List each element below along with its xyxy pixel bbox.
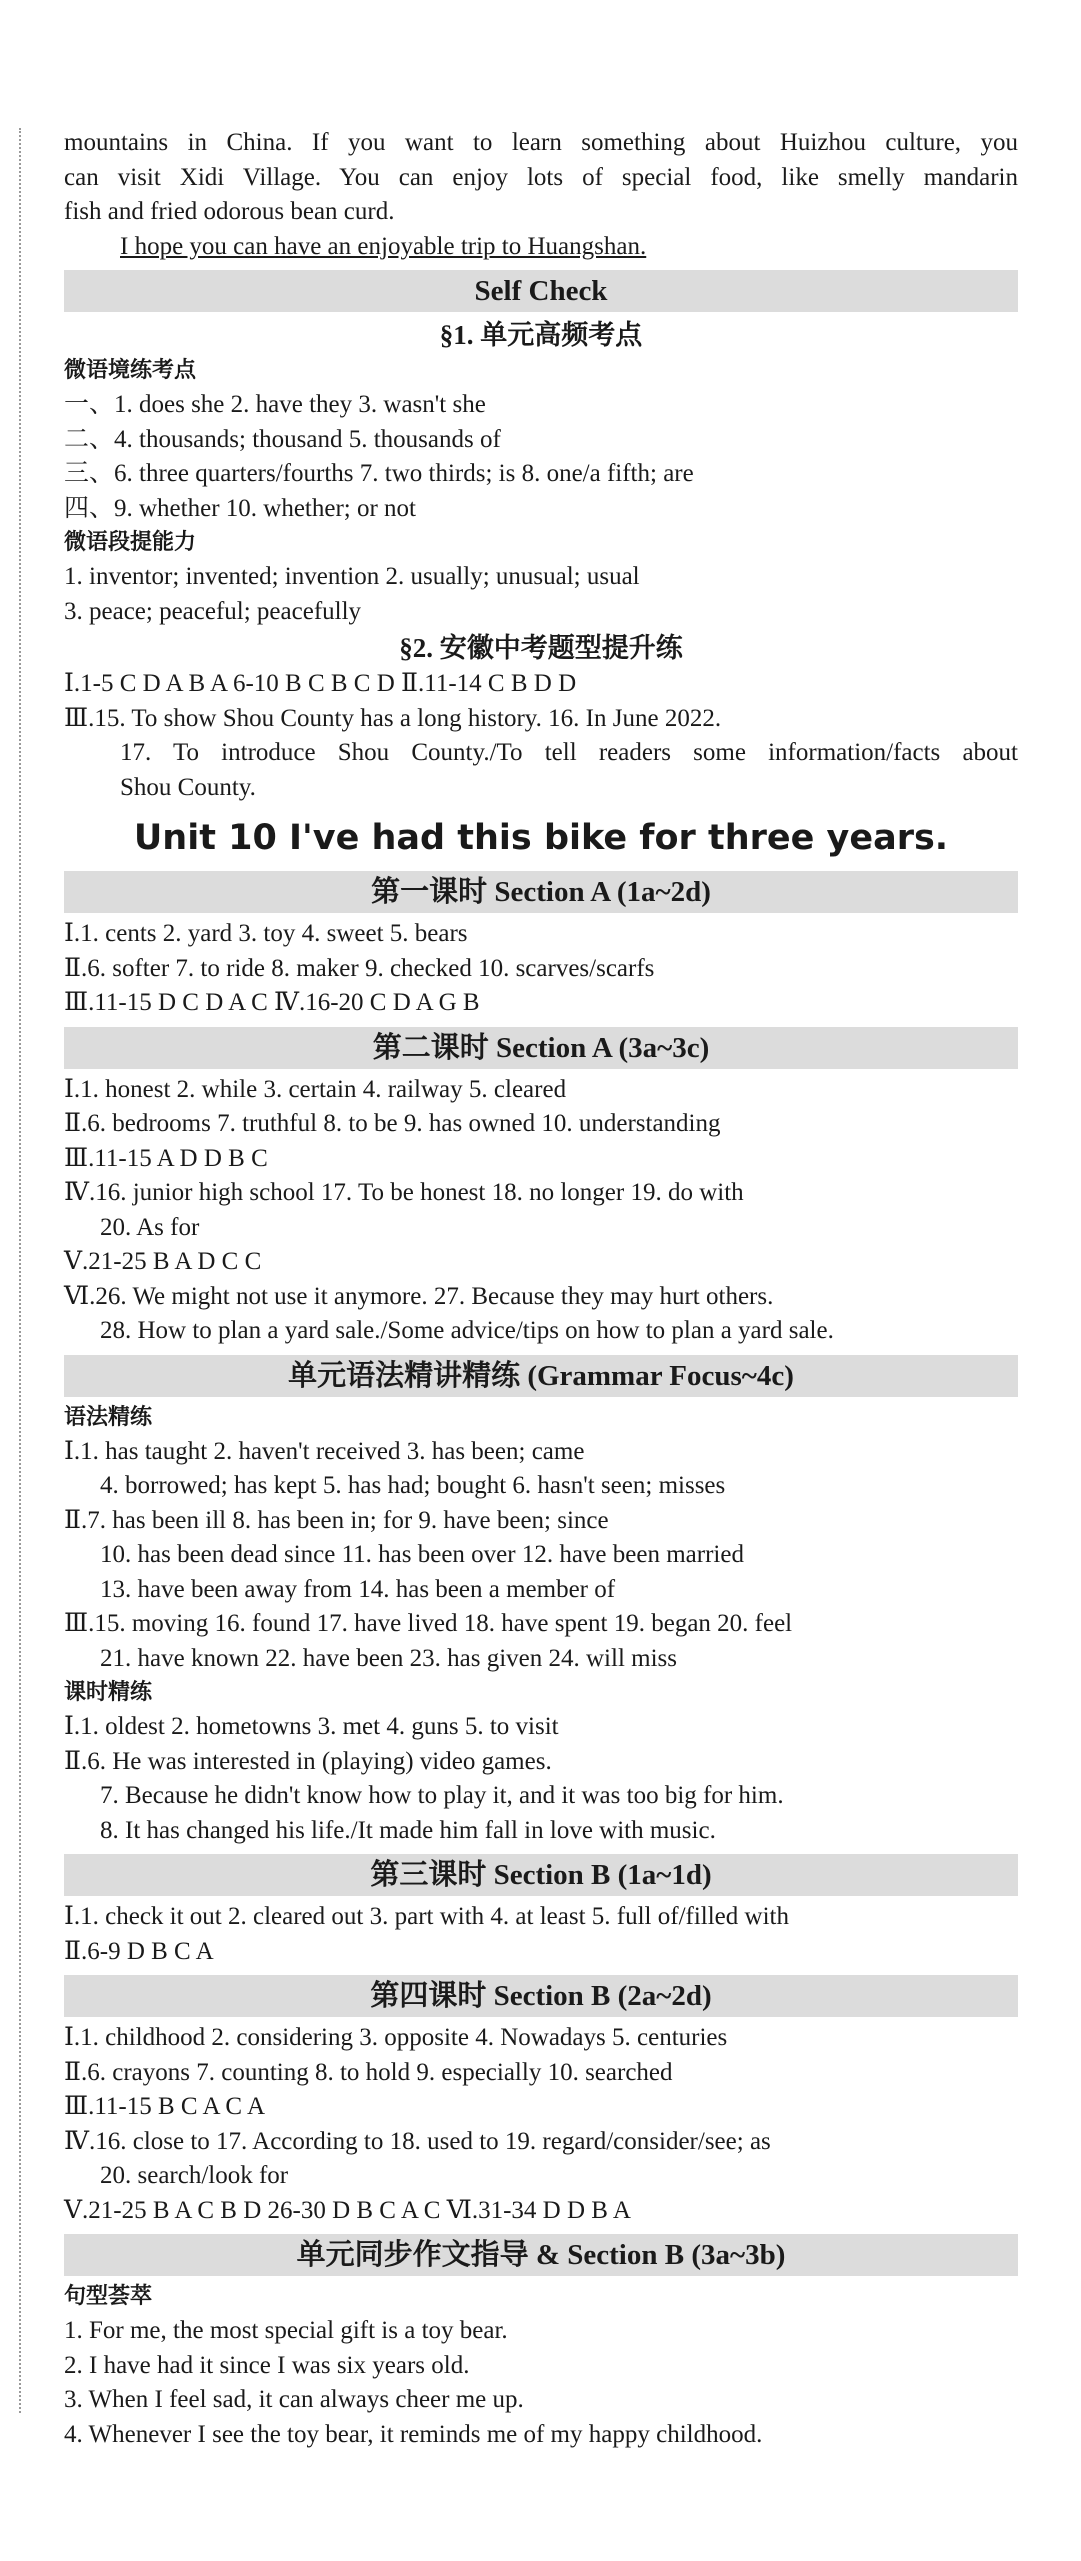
self-check-header: Self Check xyxy=(64,270,1018,312)
lesson-4-row-4: Ⅳ.16. close to 17. According to 18. used to 19. regard/consider/see; as xyxy=(64,2127,771,2155)
lesson-2-row-4: Ⅳ.16. junior high school 17. To be honest 18. no longer 19. do with xyxy=(64,1179,744,1206)
intro-line-1: mountains in China. If you want to learn something about Huizhou culture, you xyxy=(64,129,1018,156)
self-check-a-row-2: 二、4. thousands; thousand 5. thousands of xyxy=(64,425,501,453)
sentence-patterns-label: 句型荟萃 xyxy=(64,2284,153,2309)
grammar-row-3: Ⅱ.7. has been ill 8. has been in; for 9. have been; since xyxy=(64,1506,609,1534)
writing-row-2: 2. I have had it since I was six years old. xyxy=(64,2351,470,2379)
grammar-row-7: 21. have known 22. have been 23. has given 24. will miss xyxy=(100,1644,677,1672)
lesson-2-row-7: Ⅵ.26. We might not use it anymore. 27. Because they may hurt others. xyxy=(64,1282,774,1310)
lesson-1-row-3: Ⅲ.11-15 D C D A C Ⅳ.16-20 C D A G B xyxy=(64,989,480,1016)
writing-header: 单元同步作文指导 & Section B (3a~3b) xyxy=(64,2234,1018,2276)
lesson-3-header: 第三课时 Section B (1a~1d) xyxy=(64,1854,1018,1896)
writing-row-3: 3. When I feel sad, it can always cheer me up. xyxy=(64,2386,524,2413)
lesson-practice-row-2: Ⅱ.6. He was interested in (playing) video games. xyxy=(64,1747,552,1775)
self-check-c-row-1: Ⅰ.1-5 C D A B A 6-10 B C B C D Ⅱ.11-14 C B D D xyxy=(64,670,577,697)
intro-line-2: can visit Xidi Village. You can enjoy lots of special food, like smelly mandarin xyxy=(64,163,1018,191)
grammar-practice-label: 语法精练 xyxy=(64,1404,153,1430)
grammar-row-2: 4. borrowed; has kept 5. has had; bought 6. hasn't seen; misses xyxy=(100,1472,726,1499)
self-check-c-row-4: Shou County. xyxy=(120,773,256,801)
intro-closing xyxy=(64,230,1018,265)
self-check-a-row-1: 一、1. does she 2. have they 3. wasn't she xyxy=(64,391,486,418)
micro-context-label: 微语境练考点 xyxy=(64,358,197,383)
lesson-practice-label: 课时精练 xyxy=(64,1680,153,1705)
lesson-2-row-8: 28. How to plan a yard sale./Some advice/tips on how to plan a yard sale. xyxy=(100,1317,834,1344)
lesson-4-row-5: 20. search/look for xyxy=(100,2162,289,2189)
grammar-row-4: 10. has been dead since 11. has been over 12. have been married xyxy=(100,1541,744,1568)
grammar-row-6: Ⅲ.15. moving 16. found 17. have lived 18. have spent 19. began 20. feel xyxy=(64,1610,793,1637)
lesson-4-row-1: Ⅰ.1. childhood 2. considering 3. opposite 4. Nowadays 5. centuries xyxy=(64,2024,728,2051)
lesson-1-header: 第一课时 Section A (1a~2d) xyxy=(64,871,1018,913)
lesson-2-row-1: Ⅰ.1. honest 2. while 3. certain 4. railway 5. cleared xyxy=(64,1075,567,1103)
lesson-1-row-1: Ⅰ.1. cents 2. yard 3. toy 4. sweet 5. bears xyxy=(64,920,468,947)
left-dotted-margin-line xyxy=(19,128,21,2413)
self-check-a-row-3: 三、6. three quarters/fourths 7. two thirds; is 8. one/a fifth; are xyxy=(64,460,694,487)
lesson-2-row-6: Ⅴ.21-25 B A D C C xyxy=(64,1248,262,1275)
lesson-practice-row-1: Ⅰ.1. oldest 2. hometowns 3. met 4. guns 5. to visit xyxy=(64,1713,559,1740)
lesson-4-row-3: Ⅲ.11-15 B C A C A xyxy=(64,2093,266,2120)
intro-line-3: fish and fried odorous bean curd. xyxy=(64,198,395,225)
lesson-2-row-2: Ⅱ.6. bedrooms 7. truthful 8. to be 9. has owned 10. understanding xyxy=(64,1110,721,1137)
self-check-c-row-3: 17. To introduce Shou County./To tell readers some information/facts about xyxy=(120,739,1018,766)
grammar-row-1: Ⅰ.1. has taught 2. haven't received 3. has been; came xyxy=(64,1437,585,1465)
lesson-2-row-3: Ⅲ.11-15 A D D B C xyxy=(64,1144,268,1172)
self-check-b-row-2: 3. peace; peaceful; peacefully xyxy=(64,597,362,625)
writing-row-1: 1. For me, the most special gift is a toy bear. xyxy=(64,2317,508,2344)
writing-row-4: 4. Whenever I see the toy bear, it reminds me of my happy childhood. xyxy=(64,2420,763,2448)
grammar-header: 单元语法精讲精练 (Grammar Focus~4c) xyxy=(64,1355,1018,1397)
lesson-2-header: 第二课时 Section A (3a~3c) xyxy=(64,1027,1018,1069)
self-check-c-row-2: Ⅲ.15. To show Shou County has a long history. 16. In June 2022. xyxy=(64,704,722,732)
lesson-4-row-6: Ⅴ.21-25 B A C B D 26-30 D B C A C Ⅵ.31-34 D D B A xyxy=(64,2196,631,2224)
self-check-b-row-1: 1. inventor; invented; invention 2. usually; unusual; usual xyxy=(64,563,640,590)
self-check-s2-title: §2. 安徽中考题型提升练 xyxy=(399,633,683,663)
lesson-1-row-2: Ⅱ.6. softer 7. to ride 8. maker 9. checked 10. scarves/scarfs xyxy=(64,954,655,982)
intro-closing-text: I hope you can have an enjoyable trip to Huangshan. xyxy=(120,232,647,260)
self-check-s1-title: §1. 单元高频考点 xyxy=(439,320,643,350)
grammar-row-5: 13. have been away from 14. has been a member of xyxy=(100,1575,616,1603)
lesson-4-header: 第四课时 Section B (2a~2d) xyxy=(64,1975,1018,2017)
lesson-practice-row-3: 7. Because he didn't know how to play it, and it was too big for him. xyxy=(100,1782,784,1809)
lesson-3-row-1: Ⅰ.1. check it out 2. cleared out 3. part with 4. at least 5. full of/filled with xyxy=(64,1903,789,1930)
lesson-practice-row-4: 8. It has changed his life./It made him fall in love with music. xyxy=(100,1816,716,1844)
lesson-2-row-5: 20. As for xyxy=(100,1213,200,1241)
micro-paragraph-label: 微语段提能力 xyxy=(64,530,197,555)
unit-title: Unit 10 I've had this bike for three years. xyxy=(133,818,949,858)
lesson-3-row-2: Ⅱ.6-9 D B C A xyxy=(64,1937,214,1965)
page-content xyxy=(64,126,1018,2452)
lesson-4-row-2: Ⅱ.6. crayons 7. counting 8. to hold 9. especially 10. searched xyxy=(64,2058,673,2086)
self-check-a-row-4: 四、9. whether 10. whether; or not xyxy=(64,494,417,522)
